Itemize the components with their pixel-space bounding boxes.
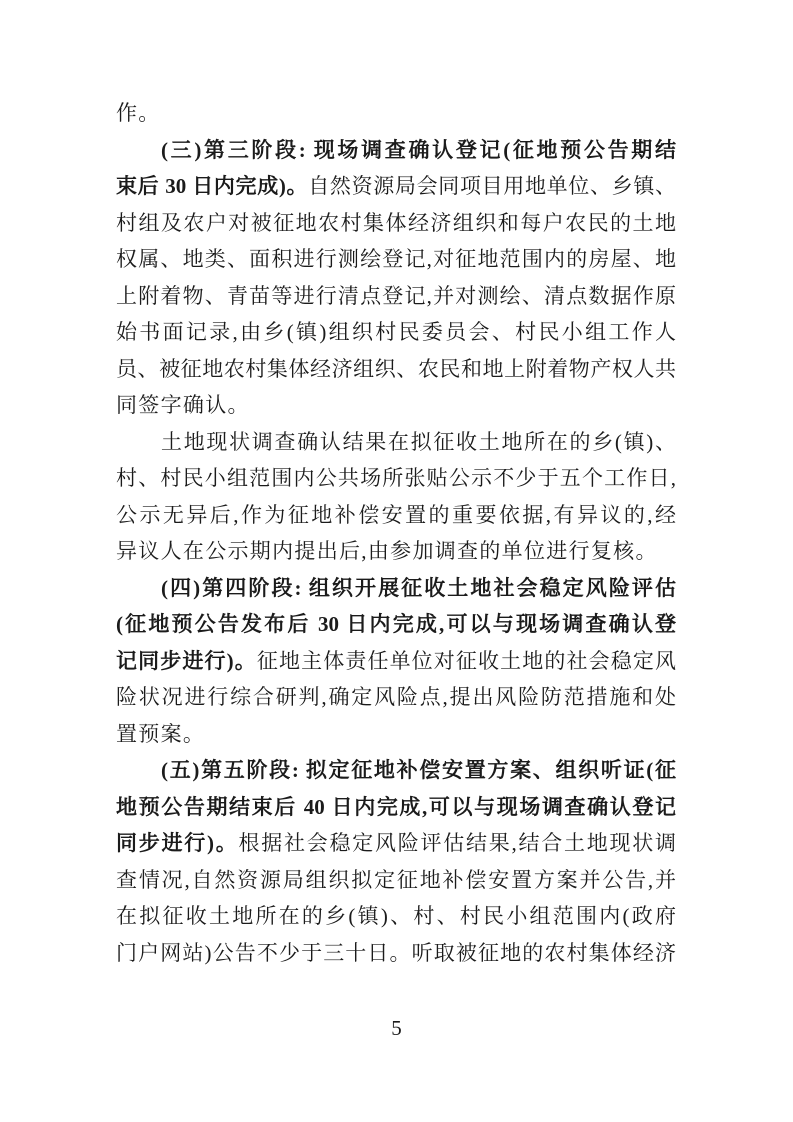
text-segment: 自然资源局会同项目用地单位、乡镇、 (308, 174, 677, 198)
text-segment: 异议人在公示期内提出后,由参加调查的单位进行复核。 (116, 539, 658, 563)
text-line (116, 825, 676, 862)
text-line (116, 351, 676, 388)
text-line (116, 716, 676, 753)
text-segment: 公示无异后,作为征地补偿安置的重要依据,有异议的,经 (116, 502, 676, 527)
text-segment: 村、村民小组范围内公共场所张贴公示不少于五个工作日, (116, 466, 676, 490)
text-segment: (三)第三阶段: 现场调查确认登记(征地预公告期结 (161, 137, 676, 162)
text-segment: 记同步进行)。 (116, 648, 257, 673)
text-segment: 置预案。 (116, 721, 206, 746)
text-line (116, 278, 676, 315)
text-line (116, 898, 676, 935)
text-line (116, 606, 676, 643)
text-line (116, 387, 676, 424)
text-line (116, 241, 676, 278)
text-segment: 束后 30 日内完成)。 (116, 174, 309, 198)
text-line (116, 789, 676, 826)
text-line (116, 497, 676, 534)
text-segment: 权属、地类、面积进行测绘登记,对征地范围内的房屋、地 (116, 247, 676, 271)
text-line (116, 935, 676, 972)
text-line (116, 314, 676, 351)
text-segment: 土地现状调查确认结果在拟征收土地所在的乡(镇)、 (161, 429, 676, 454)
text-line (116, 205, 676, 242)
document-body (116, 95, 676, 971)
text-segment: 员、被征地农村集体经济组织、农民和地上附着物产权人共 (116, 356, 676, 381)
text-line (116, 643, 676, 680)
text-line (116, 95, 676, 132)
text-segment: 村组及农户对被征地农村集体经济组织和每户农民的土地 (116, 210, 676, 235)
text-segment: (征地预公告发布后 30 日内完成,可以与现场调查确认登 (116, 612, 676, 636)
text-line (116, 862, 676, 899)
text-segment: 始书面记录,由乡(镇)组织村民委员会、村民小组工作人 (116, 320, 676, 344)
page-number: 5 (391, 1016, 402, 1040)
text-line (116, 424, 676, 461)
text-segment: 上附着物、青苗等进行清点登记,并对测绘、清点数据作原 (116, 283, 676, 308)
text-segment: (四)第四阶段: 组织开展征收土地社会稳定风险评估 (161, 575, 676, 600)
text-segment: 作。 (116, 101, 161, 125)
text-segment: 查情况,自然资源局组织拟定征地补偿安置方案并公告,并 (116, 867, 676, 892)
text-segment: 险状况进行综合研判,确定风险点,提出风险防范措施和处 (116, 685, 676, 709)
text-line (116, 679, 676, 716)
text-segment: 根据社会稳定风险评估结果,结合土地现状调 (238, 831, 676, 855)
text-line (116, 570, 676, 607)
text-segment: 同步进行)。 (116, 831, 239, 855)
text-line (116, 533, 676, 570)
text-segment: 同签字确认。 (116, 393, 250, 417)
text-line (116, 752, 676, 789)
text-line (116, 132, 676, 169)
text-line (116, 460, 676, 497)
text-segment: 在拟征收土地所在的乡(镇)、村、村民小组范围内(政府 (116, 904, 676, 928)
text-segment: 门户网站)公告不少于三十日。听取被征地的农村集体经济 (116, 940, 676, 965)
text-line (116, 168, 676, 205)
text-segment: 地预公告期结束后 40 日内完成,可以与现场调查确认登记 (116, 794, 676, 819)
text-segment: 征地主体责任单位对征收土地的社会稳定风 (256, 648, 677, 673)
text-segment: (五)第五阶段: 拟定征地补偿安置方案、组织听证(征 (161, 758, 676, 782)
